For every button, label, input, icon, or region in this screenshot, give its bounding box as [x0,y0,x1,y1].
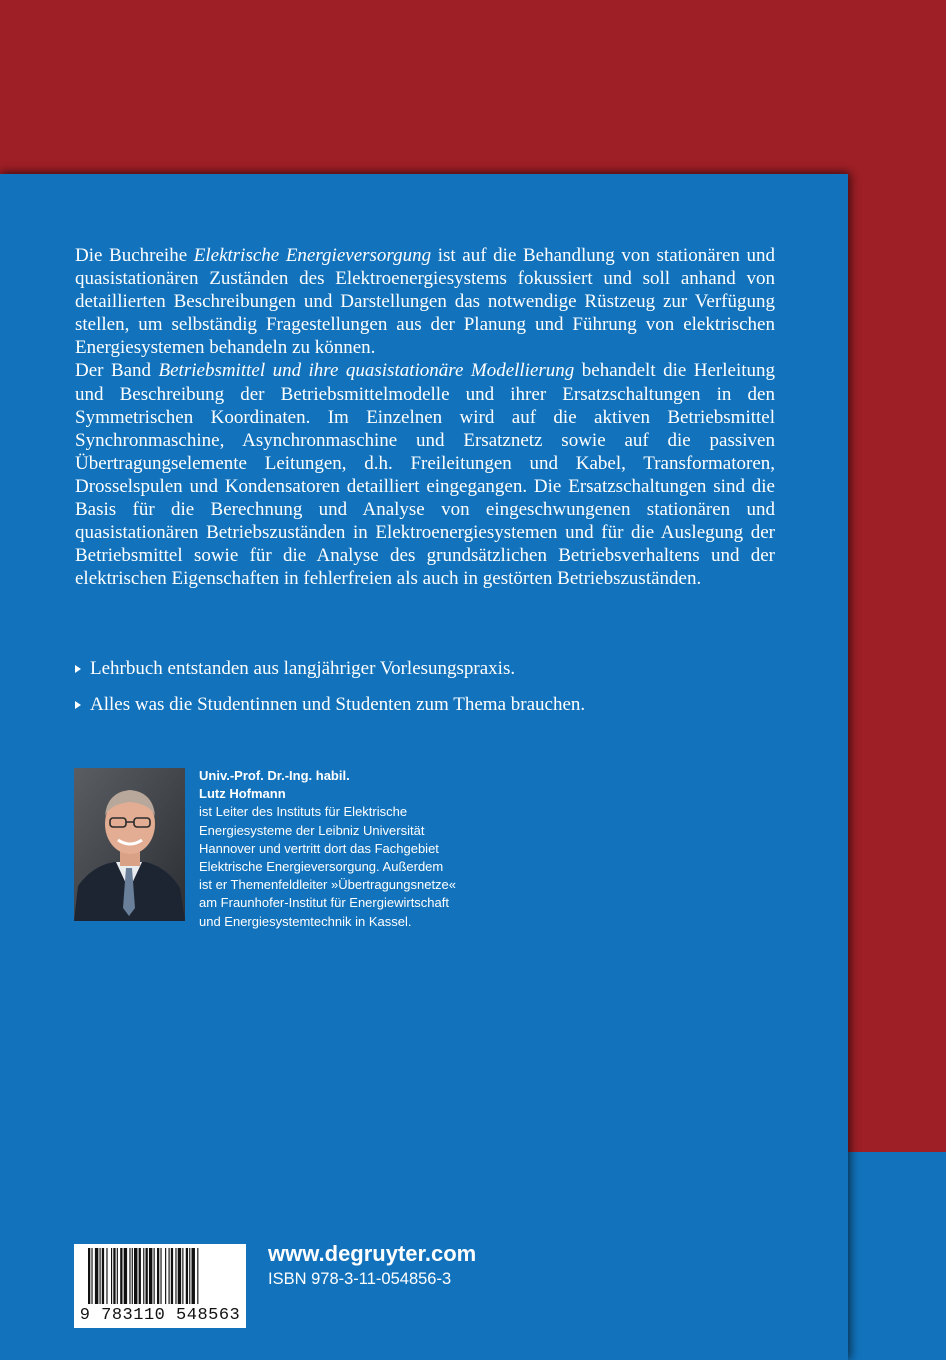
barcode-bar [186,1248,188,1304]
series-title: Elektrische Energieversorgung [193,245,432,266]
barcode-bar [197,1248,198,1304]
barcode-bar [178,1248,181,1304]
barcode-bar [160,1248,161,1304]
barcode-bar [169,1248,170,1304]
barcode-bar [117,1248,118,1304]
volume-title: Betriebsmittel und ihre quasistationäre Modellierung [158,360,575,382]
barcode-bar [143,1248,144,1304]
isbn-number: ISBN 978-3-11-054856-3 [268,1270,452,1288]
isbn-barcode [74,1244,246,1328]
author-name: Lutz Hofmann [199,786,286,802]
barcode-bar [100,1248,101,1304]
author-portrait-image [74,768,185,921]
series-paragraph: Die Buchreihe Elektrische Energieversorgung ist auf die Behandlung von stationären und quasistationären Zuständen des Elektroenergiesystems fokussiert und soll anhand von detaillierten Beschreibungen und Darstellungen das notwendige Rüstzeug zur Verfügung stellen, um selbständig Fragestellungen aus der Planung und Führung von elektrischen Energiesystemen behandeln zu können. [75,245,775,359]
barcode-bar [113,1248,115,1304]
author-bio [199,767,459,931]
volume-paragraph: Der Band Betriebsmittel und ihre quasistationäre Modellierung behandelt die Herleitung und Beschreibung der Betriebsmittelmodelle und ihrer Ersatzschaltungen in den Symmetrischen Koordinaten. Im Einzelnen wird auf die aktiven Betriebsmittel Synchronmaschine, Asynchronmaschine und Ersatznetz sowie auf die passiven Übertragungselemente Leitungen, d.h. Freileitungen und Kabel, Transformatoren, Drosselspulen und Kondensatoren detailliert eingegangen. Die Ersatzschaltungen sind die Basis für die Berechnung und Analyse von eingeschwungenen stationären und quasistationären Betriebszuständen in Elektroenergiesystemen und für die Auslegung der Betriebsmittel sowie für die Analyse des grundsätzlichen Betriebsverhaltens und der elektrischen Eigenschaften in fehlerfreien als auch in gestörten Betriebszuständen. [75,360,775,590]
publisher-website[interactable]: www.degruyter.com [268,1241,477,1266]
barcode-bar [120,1248,122,1304]
barcode-bar [129,1248,130,1304]
barcode-bar [165,1248,166,1304]
barcode-bar [106,1248,107,1304]
author-academic-title: Univ.-Prof. Dr.-Ing. habil. [199,768,350,783]
book-description [75,244,775,590]
barcode-digits: 9 783110 548563 [79,1306,241,1325]
barcode-bar [182,1248,183,1304]
barcode-bar [111,1248,112,1304]
barcode-bar [189,1248,190,1304]
author-bio-text: ist Leiter des Instituts für Elektrische Energiesysteme der Leibniz Universität Hannover und vertritt dort das Fachgebiet Elektrische Energieversorgung. Außerdem ist er Themenfeldleiter »Übertragungsnetze« am Fraunhofer-Institut für Energiewirtschaft und Energiesystemtechnik in Kassel. [199,804,457,929]
triangle-bullet-icon [75,665,81,673]
bullet-list [75,656,795,728]
barcode-bar [95,1248,98,1304]
triangle-bullet-icon [75,701,81,709]
bullet-item: Alles was die Studentinnen und Studenten zum Thema brauchen. [75,692,795,718]
barcode-bar [134,1248,137,1304]
bullet-item: Lehrbuch entstanden aus langjähriger Vorlesungspraxis. [75,656,795,682]
author-photo [74,768,185,921]
barcode-bar [154,1248,155,1304]
barcode-bar [175,1248,176,1304]
barcode-bar [146,1248,148,1304]
barcode-bar [192,1248,195,1304]
barcode-bar [139,1248,141,1304]
barcode-bar [157,1248,159,1304]
barcode-bar [124,1248,127,1304]
barcode-bar [171,1248,173,1304]
barcode-bar [88,1248,90,1304]
barcode-bar [91,1248,92,1304]
barcode-bar [102,1248,104,1304]
barcode-bar [132,1248,133,1304]
barcode-bars [74,1244,246,1306]
barcode-bar [149,1248,152,1304]
